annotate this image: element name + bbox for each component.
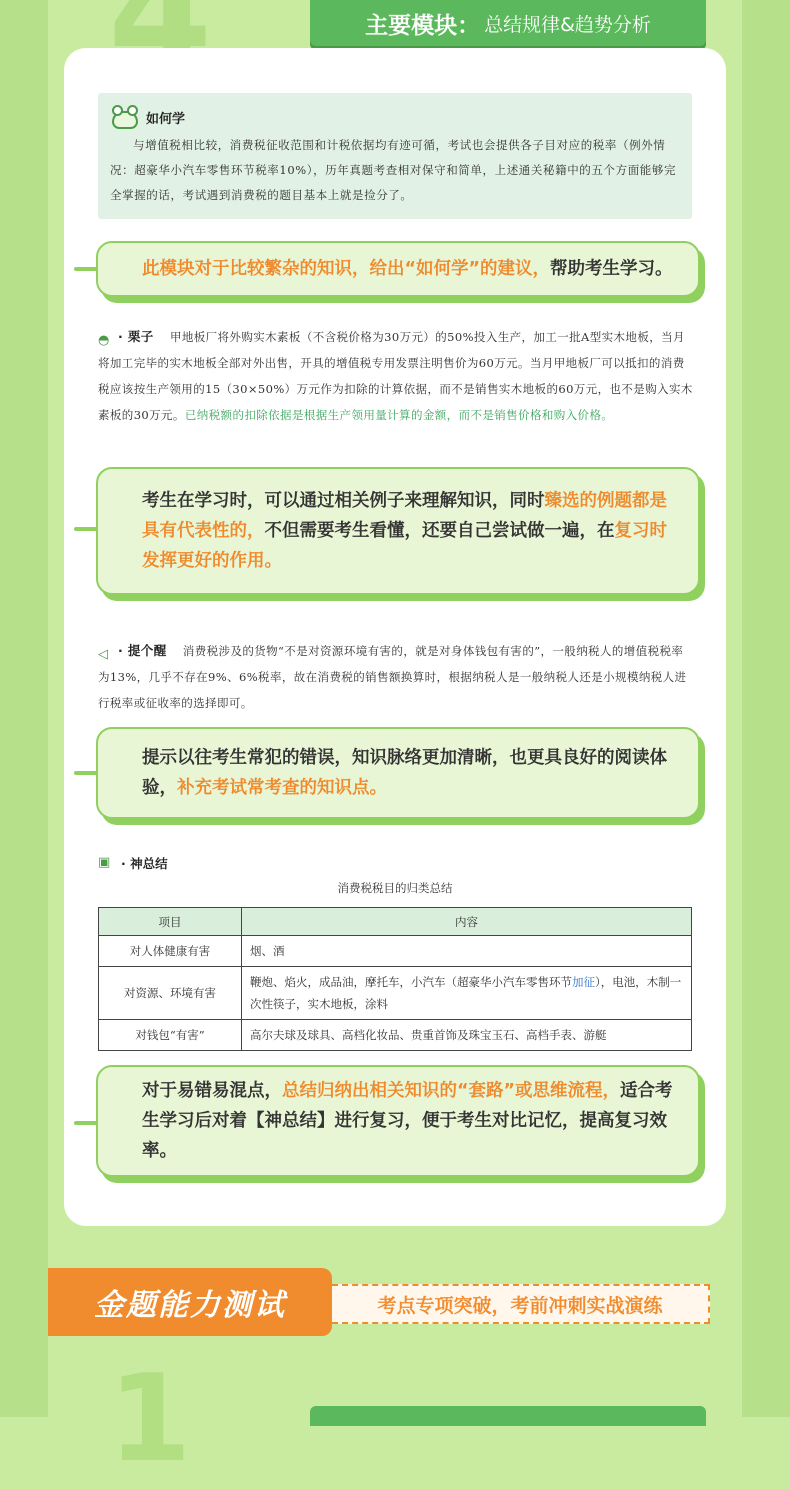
callout-text-4: 对于易错易混点，总结归纳出相关知识的“套路”或思维流程，适合考生学习后对着【神总结】进行复习，便于考生对比记忆，提高复习效率。 (142, 1081, 673, 1161)
howto-title: 如何学 (146, 111, 186, 127)
summary-label: · 神总结 (121, 856, 168, 871)
megaphone-icon: ◁ (98, 647, 109, 662)
example-highlight: 已纳税额的扣除依据是根据生产领用量计算的金额，而不是销售价格和购入价格。 (184, 408, 614, 422)
table-header-row (99, 908, 692, 936)
howto-text: 与增值税相比较，消费税征收范围和计税依据均有迹可循，考试也会提供各子目对应的税率（例外情况：超豪华小汽车零售环节税率10%），历年真题考查相对保守和简单，上述通关秘籍中的五个方面能够完全掌握的话，考试遇到消费税的题目基本上就是捡分了。 (110, 138, 677, 202)
table-cell-item: 对钱包“有害” (99, 1020, 242, 1051)
howto-box (98, 93, 692, 219)
chestnut-icon: ◓ (98, 333, 110, 348)
callout-bubble-1 (96, 241, 700, 297)
right-stripe (742, 0, 790, 1417)
table-row (99, 1020, 692, 1051)
howto-header (110, 103, 680, 131)
table-header-item: 项目 (99, 908, 242, 936)
table-caption: 消费税税目的归类总结 (337, 881, 453, 895)
gold-test-banner: 金题能力测试 (48, 1268, 332, 1336)
reminder-label: · 提个醒 (118, 643, 167, 658)
callout-text-3: 提示以往考生常犯的错误，知识脉络更加清晰，也更具良好的阅读体验，补充考试常考查的知识点。 (142, 748, 667, 798)
table-cell-item: 对资源、环境有害 (99, 967, 242, 1020)
reminder-paragraph (98, 638, 694, 716)
callout-bubble-4 (96, 1065, 700, 1177)
callout-bubble-2 (96, 467, 700, 595)
table-row (99, 967, 692, 1020)
example-text: 甲地板厂将外购实木素板（不含税价格为30万元）的50%投入生产，加工一批A型实木地板，当月将加工完毕的实木地板全部对外出售，开具的增值税专用发票注明售价为60万元。当月甲地板厂可以抵扣的消费税应该按生产领用的15（30×50%）万元作为扣除的计算依据，而不是销售实木地板的60万元，也不是购入实木素板的30万元。 (98, 330, 693, 422)
banner-title-sub: 总结规律&趋势分析 (484, 13, 651, 36)
callout-text-2: 考生在学习时，可以通过相关例子来理解知识，同时臻选的例题都是具有代表性的，不但需要考生看懂，还要自己尝试做一遍，在复习时发挥更好的作用。 (142, 491, 667, 571)
top-banner (310, 0, 706, 46)
banner-title-main: 主要模块： (365, 12, 481, 39)
frog-icon (110, 103, 140, 131)
table-header-content: 内容 (242, 908, 692, 936)
note-icon: ▣ (98, 855, 111, 870)
example-paragraph (98, 324, 694, 428)
next-section-number: 1 (108, 1350, 192, 1489)
callout-bubble-3 (96, 727, 700, 819)
table-row (99, 936, 692, 967)
table-cell-content: 高尔夫球及球具、高档化妆品、贵重首饰及珠宝玉石、高档手表、游艇 (242, 1020, 692, 1051)
reminder-text: 消费税涉及的货物“不是对资源环境有害的，就是对身体钱包有害的”，一般纳税人的增值税税率为13%，几乎不存在9%、6%税率，故在消费税的销售额换算时，根据纳税人是一般纳税人还是小规模纳税人进行税率或征收率的选择即可。 (98, 644, 687, 710)
table-cell-content: 烟、酒 (242, 936, 692, 967)
left-stripe (0, 0, 48, 1417)
callout-text-1: 此模块对于比较繁杂的知识，给出“如何学”的建议，帮助考生学习。 (142, 259, 673, 279)
gold-test-tagline: 考点专项突破，考前冲刺实战演练 (332, 1284, 710, 1324)
table-cell-content: 鞭炮、焰火，成品油，摩托车，小汽车（超豪华小汽车零售环节加征），电池，木制一次性筷子，实木地板，涂料 (242, 967, 692, 1020)
summary-header (98, 854, 168, 872)
next-banner-tab (310, 1406, 706, 1426)
table-cell-item: 对人体健康有害 (99, 936, 242, 967)
summary-table (98, 907, 692, 1051)
example-label: · 栗子 (118, 329, 154, 344)
